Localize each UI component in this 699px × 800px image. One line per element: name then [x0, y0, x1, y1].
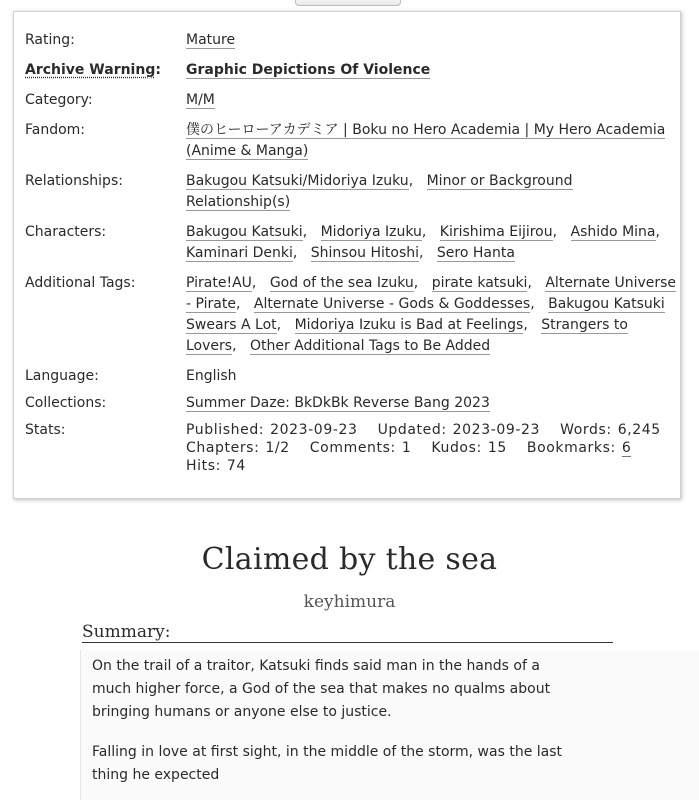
- freeform-tag[interactable]: Pirate!AU: [186, 275, 252, 291]
- warning-colon: :: [155, 62, 161, 78]
- freeform-tag[interactable]: Alternate Universe - Pirate: [186, 275, 677, 312]
- kudos-value: 15: [487, 440, 507, 456]
- language-label: Language:: [25, 368, 99, 384]
- hits-label: Hits:: [186, 458, 221, 474]
- freeform-tag[interactable]: pirate katsuki: [431, 275, 528, 291]
- stats-values: [186, 421, 676, 475]
- kudos-label: Kudos:: [431, 440, 482, 456]
- comments-value[interactable]: 1: [401, 440, 412, 456]
- work-author[interactable]: keyhimura: [303, 592, 396, 612]
- words-label: Words:: [560, 422, 612, 438]
- hits-value: 74: [226, 458, 246, 474]
- words-value: 6,245: [617, 422, 661, 438]
- relationships-label: Relationships:: [25, 173, 123, 189]
- summary-paragraph: On the trail of a traitor, Katsuki finds said man in the hands of a much higher force, a God of the sea that makes no qualms about bringing humans or anyone else to justice.: [92, 658, 551, 720]
- published-label: Published:: [186, 422, 265, 438]
- freeform-tag[interactable]: Midoriya Izuku is Bad at Feelings: [294, 317, 524, 333]
- character-tag[interactable]: Midoriya Izuku: [320, 224, 422, 240]
- collection-link[interactable]: Summer Daze: BkDkBk Reverse Bang 2023: [186, 395, 490, 411]
- top-tab-button[interactable]: [295, 0, 401, 6]
- chapters-label: Chapters:: [186, 440, 260, 456]
- comments-label: Comments:: [309, 440, 396, 456]
- summary-heading: Summary:: [82, 622, 613, 643]
- work-title: Claimed by the sea: [201, 542, 498, 577]
- warning-label-wrap: [25, 60, 185, 81]
- warning-tag[interactable]: Graphic Depictions Of Violence: [186, 62, 431, 78]
- collections-label: Collections:: [25, 395, 107, 411]
- chapters-value: 1/2: [265, 440, 290, 456]
- freeform-tag[interactable]: Bakugou Katsuki Swears A Lot: [186, 296, 665, 333]
- freeform-tag[interactable]: Other Additional Tags to Be Added: [249, 338, 491, 354]
- freeform-tag[interactable]: Strangers to Lovers: [186, 317, 628, 354]
- published-value: 2023-09-23: [270, 422, 358, 438]
- bookmarks-label: Bookmarks:: [526, 440, 616, 456]
- work-meta-box: Rating: Mature Archive Warning: Graphic Depictions Of Violence Category: M/M Fandom: 僕のヒーローアカデミア | Boku no Hero Academia | My Hero Academia (Anime & Manga) Relationships: Bakugou Katsuki/Midoriya Izuku, Minor or Background Relationship(s) Characters: Bakugou Katsuki, Midoriya Izuku, Kirishima Eijirou, Ashido Mina, Kaminari Denki, Shinsou Hitoshi, Sero Hanta Additional Tags: Pirate!AU, God of the sea Izuku, pirate katsuki, Alternate Universe - Pirate, Alternate Universe - Gods & Goddesses, Bakugou Katsuki Swears A Lot, Midoriya Izuku is Bad at Feelings, Strangers to Lovers, Other Additional Tags to Be Added Language: English Collections: Summer Daze: BkDkBk Reverse Bang 2023 Stats: Published: 2023-09-23 Updated: 2023-09-23 Words: 6,245 Chapters: 1/2 Comments: 1 Kudos: 15 Bookmarks: 6 Hits: 74: [13, 11, 681, 499]
- updated-value: 2023-09-23: [452, 422, 541, 438]
- bookmarks-link[interactable]: 6: [621, 440, 632, 456]
- rating-label: Rating:: [25, 32, 75, 48]
- character-tag[interactable]: Bakugou Katsuki: [186, 224, 303, 240]
- summary-block: [81, 650, 699, 800]
- freeform-tag[interactable]: God of the sea Izuku: [269, 275, 414, 291]
- character-tag[interactable]: Kirishima Eijirou: [439, 224, 553, 240]
- character-tag[interactable]: Shinsou Hitoshi: [310, 245, 419, 261]
- character-tag[interactable]: Ashido Mina: [570, 224, 656, 240]
- archive-warning-label[interactable]: Archive Warning: [25, 62, 156, 78]
- category-label: Category:: [25, 92, 93, 108]
- stats-label: Stats:: [25, 422, 66, 438]
- relationship-tag[interactable]: Minor or Background Relationship(s): [186, 173, 573, 210]
- fandom-tag[interactable]: 僕のヒーローアカデミア | Boku no Hero Academia | My Hero Academia (Anime & Manga): [186, 122, 666, 159]
- additional-tags-label: Additional Tags:: [25, 275, 136, 291]
- category-tag[interactable]: M/M: [186, 92, 215, 108]
- character-tag[interactable]: Sero Hanta: [436, 245, 515, 261]
- characters-label: Characters:: [25, 224, 107, 240]
- updated-label: Updated:: [377, 422, 447, 438]
- language-value: English: [186, 368, 237, 384]
- rating-tag[interactable]: Mature: [186, 32, 236, 48]
- character-tag[interactable]: Kaminari Denki: [186, 245, 293, 261]
- summary-paragraph: Falling in love at first sight, in the middle of the storm, was the last thing he expected: [92, 744, 563, 783]
- relationship-tag[interactable]: Bakugou Katsuki/Midoriya Izuku: [186, 173, 409, 189]
- fandom-label: Fandom:: [25, 122, 86, 138]
- freeform-tag[interactable]: Alternate Universe - Gods & Goddesses: [253, 296, 531, 312]
